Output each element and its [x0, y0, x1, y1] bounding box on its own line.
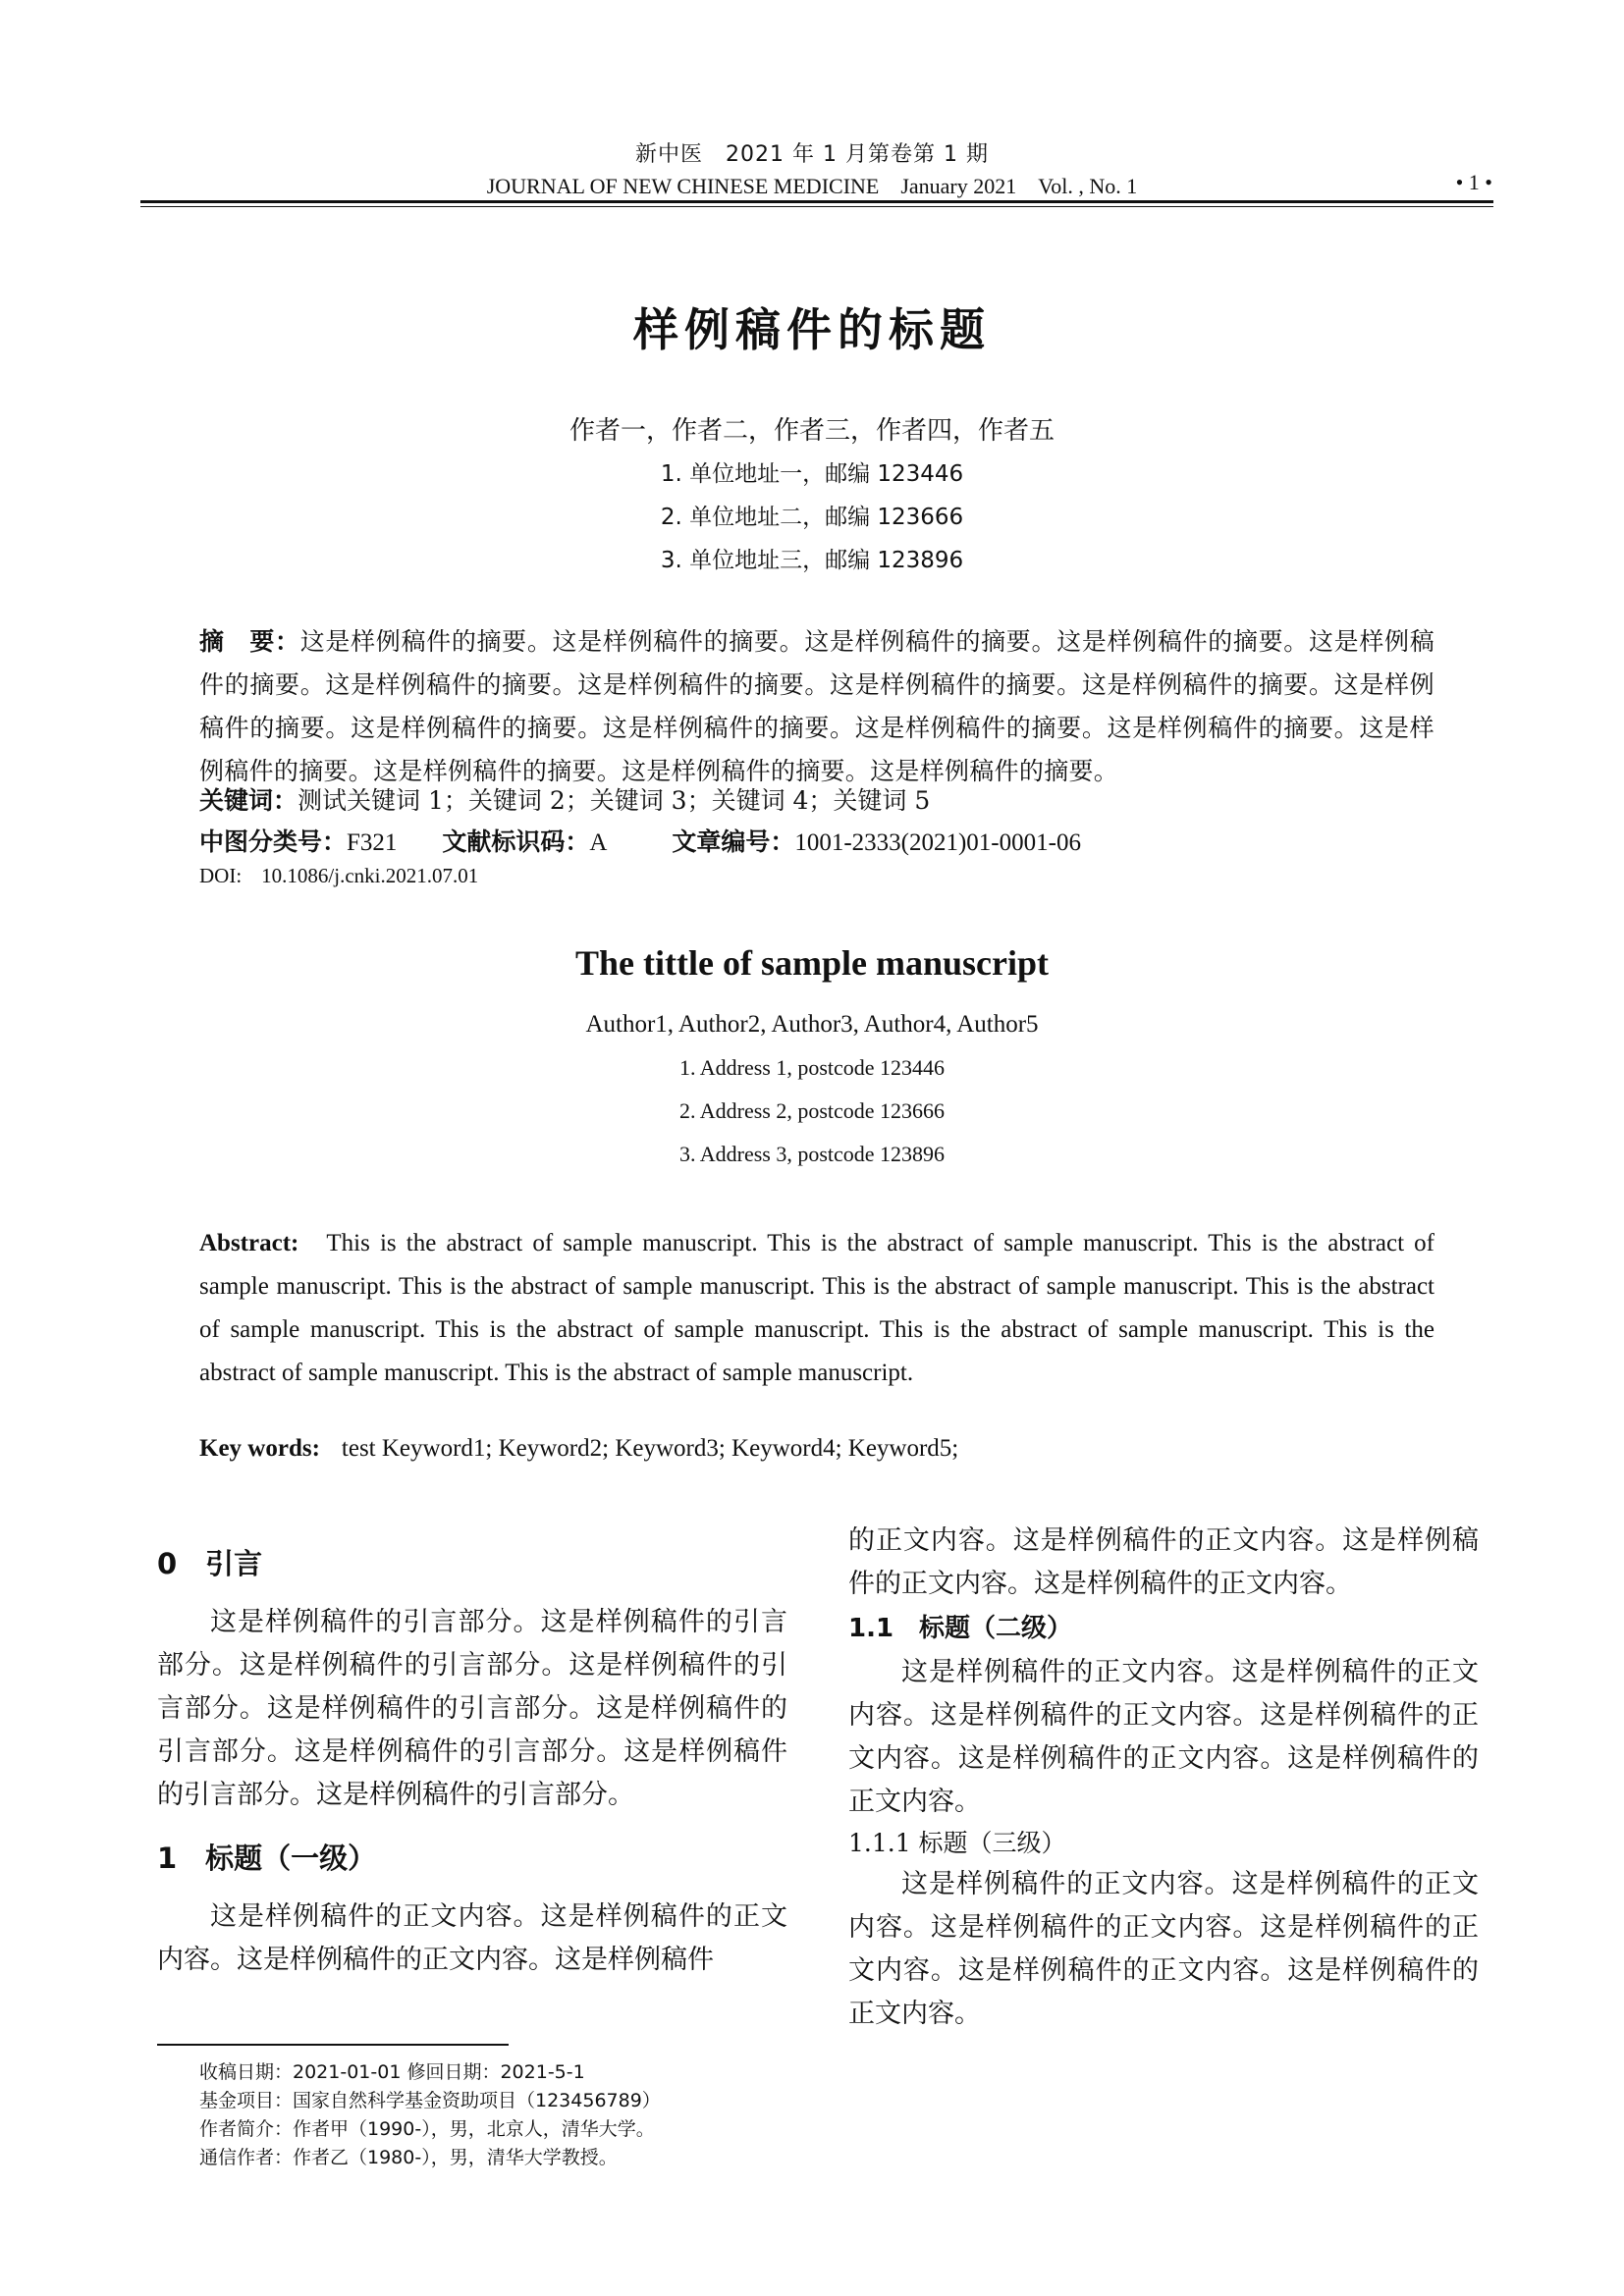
footnote-author-bio: 作者简介：作者甲（1990-），男，北京人，清华大学。 [199, 2118, 655, 2140]
clc-value: F321 [347, 829, 398, 856]
en-address-1: 1. Address 1, postcode 123446 [678, 1055, 946, 1080]
section-0-text: 这是样例稿件的引言部分。这是样例稿件的引言部分。这是样例稿件的引言部分。这是样例稿件的引言部分。这是样例稿件的引言部分。这是样例稿件的引言部分。这是样例稿件的引言部分。这是样例稿件的引言部分。这是样例稿件的引言部分。 [157, 1607, 787, 1810]
doi [199, 864, 1435, 888]
en-authors: Author1, Author2, Author3, Author4, Author5 [585, 1011, 1039, 1038]
cn-address-3: 3. 单位地址三，邮编 123896 [660, 548, 964, 573]
section-1-text-left: 这是样例稿件的正文内容。这是样例稿件的正文内容。这是样例稿件的正文内容。这是样例稿件 [157, 1901, 787, 1975]
en-keywords-label: Key words: [199, 1435, 320, 1462]
header-rule-thin [140, 206, 1493, 207]
footnote-corresponding: 通信作者：作者乙（1980-），男，清华大学教授。 [199, 2147, 618, 2168]
en-address-3: 3. Address 3, postcode 123896 [678, 1142, 946, 1166]
en-title: The tittle of sample manuscript [575, 943, 1049, 983]
cn-abstract-text: 这是样例稿件的摘要。这是样例稿件的摘要。这是样例稿件的摘要。这是样例稿件的摘要。这是样例稿件的摘要。这是样例稿件的摘要。这是样例稿件的摘要。这是样例稿件的摘要。这是样例稿件的摘要。这是样例稿件的摘要。这是样例稿件的摘要。这是样例稿件的摘要。这是样例稿件的摘要。这是样例稿件的摘要。这是样例稿件的摘要。这是样例稿件的摘要。这是样例稿件的摘要。这是样例稿件的摘要。 [199, 627, 1435, 785]
cn-address-2: 2. 单位地址二，邮编 123666 [660, 505, 964, 530]
section-1-1-1-text: 这是样例稿件的正文内容。这是样例稿件的正文内容。这是样例稿件的正文内容。这是样例稿件的正文内容。这是样例稿件的正文内容。这是样例稿件的正文内容。 [848, 1869, 1479, 2029]
cn-keywords [199, 781, 1435, 817]
cn-address-1: 1. 单位地址一，邮编 123446 [660, 461, 964, 487]
en-abstract-label: Abstract: [199, 1230, 299, 1256]
article-number-value: 1001-2333(2021)01-0001-06 [794, 829, 1081, 856]
cn-title: 样例稿件的标题 [633, 303, 991, 356]
body-right-column [848, 1520, 1479, 2036]
doc-code-value: A [589, 829, 608, 856]
en-address-2: 2. Address 2, postcode 123666 [678, 1098, 946, 1123]
en-abstract [199, 1222, 1435, 1395]
cn-authors: 作者一，作者二，作者三，作者四，作者五 [568, 416, 1055, 446]
article-number-label: 文章编号： [672, 828, 795, 856]
doi-label: DOI: [199, 864, 243, 887]
footnote-funding: 基金项目：国家自然科学基金资助项目（123456789） [199, 2090, 661, 2111]
cn-abstract-label: 摘 要： [199, 627, 300, 656]
footnote-received: 收稿日期：2021-01-01 修回日期：2021-5-1 [199, 2061, 585, 2083]
cn-keywords-text: 测试关键词 1；关键词 2；关键词 3；关键词 4；关键词 5 [298, 786, 931, 815]
journal-header-cn: 新中医 2021 年 1 月第卷第 1 期 [635, 142, 989, 167]
cn-abstract [199, 620, 1435, 793]
en-keywords-text: test Keyword1; Keyword2; Keyword3; Keyword4; Keyword5; [341, 1435, 959, 1462]
header-rule-thick [140, 200, 1493, 203]
section-0-heading: 0 引言 [157, 1547, 263, 1580]
cn-classification [199, 823, 1435, 858]
section-1-1-1-heading: 1.1.1 标题（三级） [848, 1829, 1066, 1857]
section-1-1-heading: 1.1 标题（二级） [848, 1614, 1073, 1643]
section-1-text-right: 的正文内容。这是样例稿件的正文内容。这是样例稿件的正文内容。这是样例稿件的正文内容。 [848, 1525, 1479, 1599]
en-keywords [199, 1435, 1435, 1463]
page-number: • 1 • [1455, 170, 1492, 194]
cn-keywords-label: 关键词： [199, 786, 298, 815]
clc-label: 中图分类号： [199, 828, 348, 856]
en-abstract-text: This is the abstract of sample manuscript. This is the abstract of sample manuscript. This is the abstract of sample manuscript. This is the abstract of sample manuscript. This is the abstract of sample manuscript. This is the abstract of sample manuscript. This is the abstract of sample manuscript. This is the abstract of sample manuscript. This is the abstract of sample manuscript. This is the abstract of sample manuscript. [199, 1230, 1435, 1386]
doc-code-label: 文献标识码： [442, 828, 590, 856]
body-left-column [157, 1536, 787, 1982]
doi-value: 10.1086/j.cnki.2021.07.01 [261, 864, 479, 887]
journal-header-en: JOURNAL OF NEW CHINESE MEDICINE January 2021 Vol. , No. 1 [486, 174, 1138, 198]
section-1-1-text: 这是样例稿件的正文内容。这是样例稿件的正文内容。这是样例稿件的正文内容。这是样例稿件的正文内容。这是样例稿件的正文内容。这是样例稿件的正文内容。 [848, 1657, 1479, 1817]
footnote-rule [157, 2044, 509, 2046]
section-1-heading: 1 标题（一级） [157, 1842, 377, 1875]
